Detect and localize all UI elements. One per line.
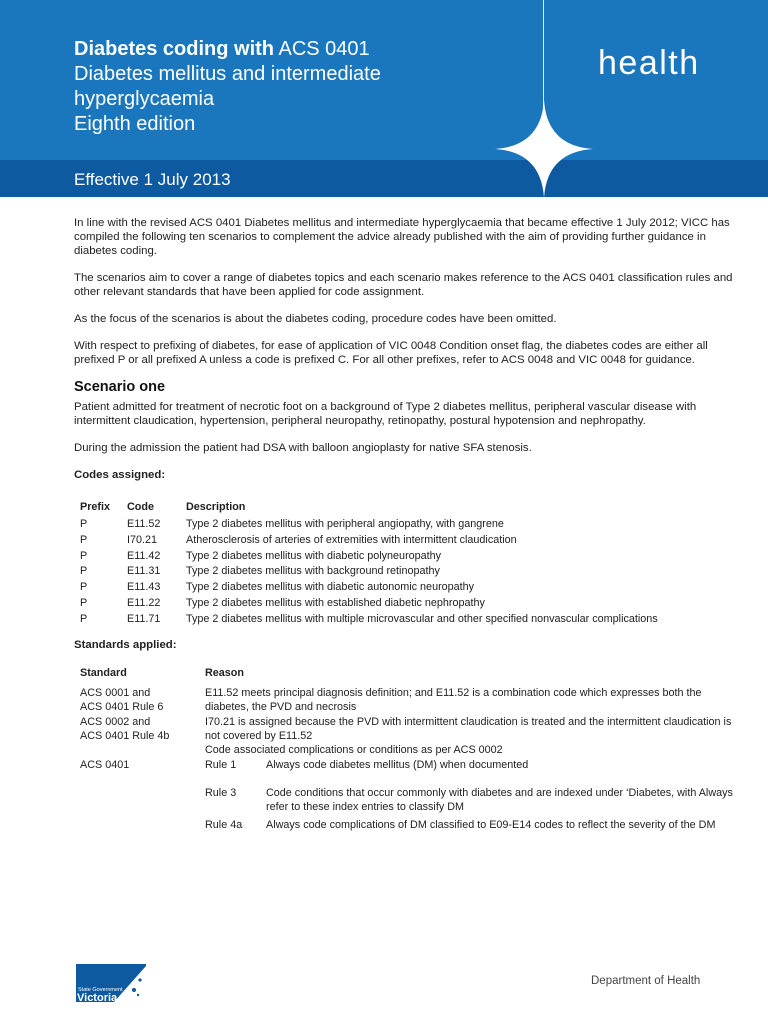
col-reason: Reason	[205, 666, 245, 679]
table-row	[74, 715, 738, 758]
standard-line: ACS 0401 Rule 4b	[80, 729, 170, 742]
effective-date: Effective 1 July 2013	[74, 170, 231, 189]
subtitle-line: Diabetes mellitus and intermediate	[74, 63, 381, 85]
col-standard: Standard	[80, 666, 127, 679]
cell-description: Type 2 diabetes mellitus with peripheral angiopathy, with gangrene	[186, 518, 504, 530]
department-name: Department of Health	[591, 975, 701, 987]
cell-rules	[199, 758, 738, 834]
scenario-paragraph: Patient admitted for treatment of necrotic foot on a background of Type 2 diabetes mellitus, peripheral vascular disease with intermittent claudication, hypertension, peripheral neuropathy, retinopathy, postural hypotension and nephropathy.	[74, 401, 697, 427]
cell-description: Type 2 diabetes mellitus with diabetic autonomic neuropathy	[186, 581, 475, 594]
standards-table	[74, 666, 738, 834]
intro-paragraph: With respect to prefixing of diabetes, for ease of application of VIC 0048 Condition onset flag, the diabetes codes are either all prefixed P or all prefixed A unless a code is prefixed C. For all other prefixes, refer to ACS 0048 and VIC 0048 for guidance.	[74, 340, 708, 366]
reason-text: I70.21 is assigned because the PVD with intermittent claudication is treated and the intermittent claudication is not covered by E11.52	[205, 715, 732, 742]
cell-reason: E11.52 meets principal diagnosis definition; and E11.52 is a combination code which expresses both the diabetes, the PVD and necrosis	[205, 686, 702, 713]
cell-prefix: P	[80, 612, 88, 625]
rule-text: Always code complications of DM classified to E09-E14 codes to reflect the severity of the DM	[266, 818, 716, 831]
standards-header-row	[74, 666, 738, 686]
codes-heading: Codes assigned:	[74, 469, 166, 481]
cell-code: I70.21	[127, 533, 158, 546]
cell-code: E11.43	[127, 581, 161, 594]
rule-text: Code conditions that occur commonly with diabetes and are indexed under ‘Diabetes, with Always refer to these index entries to classify DM	[266, 786, 733, 813]
header-banner	[0, 0, 768, 197]
table-row	[74, 613, 658, 629]
scenario-title: Scenario one	[74, 379, 166, 395]
cell-reason	[199, 715, 738, 758]
col-code: Code	[127, 501, 154, 513]
cell-code: E11.71	[127, 612, 161, 625]
cell-prefix: P	[80, 596, 88, 609]
cell-code: E11.42	[127, 549, 161, 562]
cell-description: Type 2 diabetes mellitus with diabetic polyneuropathy	[186, 549, 442, 562]
page-title	[74, 38, 370, 61]
logo-line-1: State Government	[78, 987, 123, 993]
rule-label: Rule 3	[205, 786, 237, 799]
table-row	[74, 686, 738, 715]
document-body	[74, 216, 738, 834]
table-row	[74, 597, 658, 613]
standard-line: ACS 0002 and	[80, 715, 151, 728]
intro-paragraph: In line with the revised ACS 0401 Diabetes mellitus and intermediate hyperglycaemia that became effective 1 July 2012; VICC has compiled the following ten scenarios to complement the advice already published with the aim of providing further guidance in diabetes coding.	[74, 217, 730, 257]
logo-line-2: Victoria	[77, 992, 118, 1004]
col-description: Description	[186, 501, 246, 513]
codes-table	[74, 500, 658, 629]
rule-row	[205, 786, 738, 814]
title-bold: Diabetes coding with	[74, 38, 275, 60]
cell-standard: ACS 0401	[80, 758, 130, 771]
table-row	[74, 581, 658, 597]
cell-standard	[74, 686, 199, 715]
health-brand: health	[598, 44, 700, 82]
col-prefix: Prefix	[80, 501, 111, 513]
cell-description: Type 2 diabetes mellitus with multiple microvascular and other specified nonvascular complications	[186, 612, 658, 625]
cell-description: Type 2 diabetes mellitus with background retinopathy	[186, 565, 440, 578]
cell-prefix: P	[80, 518, 88, 530]
subtitle-line: hyperglycaemia	[74, 88, 215, 110]
intro-paragraph: As the focus of the scenarios is about the diabetes coding, procedure codes have been omitted.	[74, 313, 557, 325]
table-row	[74, 534, 658, 550]
cell-prefix: P	[80, 549, 88, 562]
cell-code: E11.31	[127, 565, 161, 578]
cell-code: E11.52	[127, 518, 161, 530]
cell-description: Atherosclerosis of arteries of extremities with intermittent claudication	[186, 533, 517, 546]
standards-heading: Standards applied:	[74, 638, 177, 651]
rule-row	[205, 758, 738, 772]
scenario-paragraph: During the admission the patient had DSA with balloon angioplasty for native SFA stenosis.	[74, 442, 532, 454]
title-rest: ACS 0401	[278, 38, 370, 60]
star-icon	[495, 100, 593, 197]
victoria-logo	[74, 964, 148, 1006]
rule-row	[205, 818, 738, 832]
rule-label: Rule 4a	[205, 818, 243, 831]
cell-code: E11.22	[127, 596, 161, 609]
cell-prefix: P	[80, 581, 88, 594]
intro-paragraph: The scenarios aim to cover a range of diabetes topics and each scenario makes reference to the ACS 0401 classification rules and other relevant standards that have been applied for code assignment.	[74, 272, 733, 298]
codes-header-row	[74, 500, 658, 518]
rule-label: Rule 1	[205, 758, 237, 771]
cell-description: Type 2 diabetes mellitus with established diabetic nephropathy	[186, 596, 485, 609]
subtitle-line: Eighth edition	[74, 113, 196, 135]
table-row	[74, 565, 658, 581]
table-row	[74, 758, 738, 834]
standard-line: ACS 0001 and	[80, 686, 151, 699]
table-row	[74, 518, 658, 534]
rule-text: Always code diabetes mellitus (DM) when documented	[266, 758, 529, 771]
standard-line: ACS 0401 Rule 6	[80, 700, 164, 713]
cell-standard	[74, 715, 199, 758]
table-row	[74, 550, 658, 566]
reason-text: Code associated complications or conditions as per ACS 0002	[205, 743, 503, 756]
cell-prefix: P	[80, 565, 88, 578]
cell-prefix: P	[80, 533, 88, 546]
